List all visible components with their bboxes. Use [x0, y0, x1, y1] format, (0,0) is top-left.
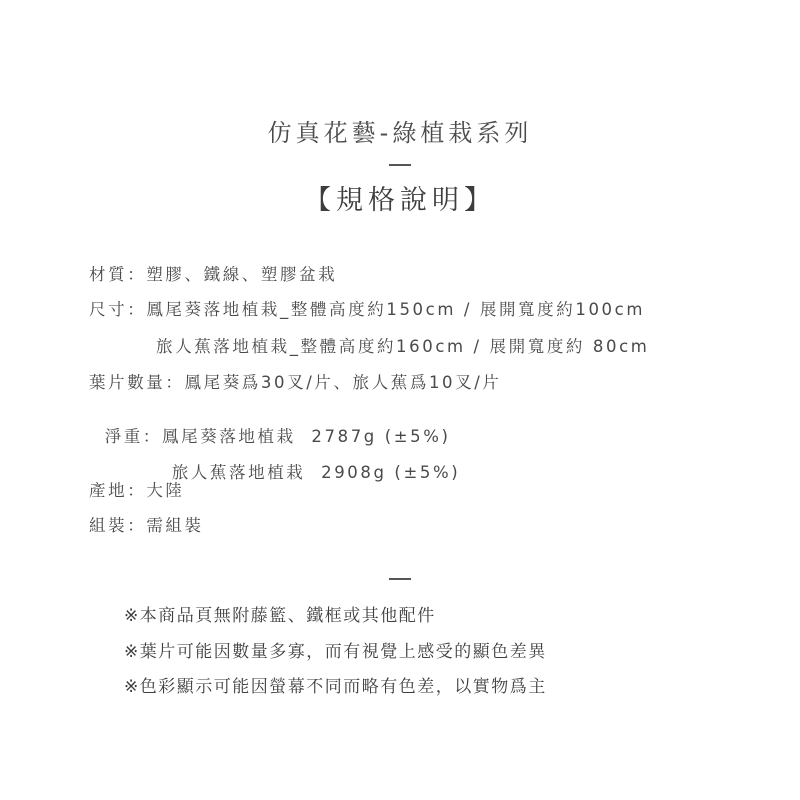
page-title: 仿真花藝-綠植栽系列 — [267, 119, 533, 147]
spec-assembly-label: 組裝： — [89, 516, 147, 535]
note-item: ※色彩顯示可能因螢幕不同而略有色差，以實物爲主 — [124, 677, 547, 697]
spec-size — [89, 296, 645, 320]
spec-weight-line-1: 鳳尾葵落地植栽 2787g (±5%) — [162, 427, 451, 446]
section-heading: 【規格說明】 — [304, 185, 496, 216]
spec-assembly-value: 需組裝 — [146, 516, 204, 535]
spec-origin-label: 產地： — [89, 481, 147, 500]
note-item: ※本商品頁無附藤籃、鐵框或其他配件 — [124, 606, 436, 626]
spec-weight-second — [156, 440, 460, 483]
spec-leaves-label: 葉片數量： — [89, 373, 185, 392]
spec-material-label: 材質： — [89, 265, 147, 284]
notes-divider — [389, 578, 411, 580]
spec-leaves-value: 鳳尾葵爲30叉/片、旅人蕉爲10叉/片 — [184, 373, 502, 392]
spec-origin — [89, 477, 185, 501]
spec-assembly — [89, 512, 204, 536]
spec-weight-label: 淨重： — [104, 427, 163, 446]
spec-size-label: 尺寸： — [89, 300, 147, 319]
spec-size-line-1: 鳳尾葵落地植栽_整體高度約150cm / 展開寬度約100cm — [146, 300, 645, 319]
spec-origin-value: 大陸 — [146, 481, 185, 500]
spec-material — [89, 261, 337, 285]
spec-weight-line-2: 旅人蕉落地植栽 2908g (±5%) — [171, 463, 461, 482]
spec-size-line-2: 旅人蕉落地植栽_整體高度約160cm / 展開寬度約 80cm — [156, 337, 650, 356]
note-item: ※葉片可能因數量多寡，而有視覺上感受的顯色差異 — [124, 642, 547, 662]
spec-leaves — [89, 369, 502, 393]
spec-material-value: 塑膠、鐵線、塑膠盆栽 — [146, 265, 338, 284]
spec-size-second — [156, 333, 649, 357]
title-divider — [389, 164, 411, 166]
